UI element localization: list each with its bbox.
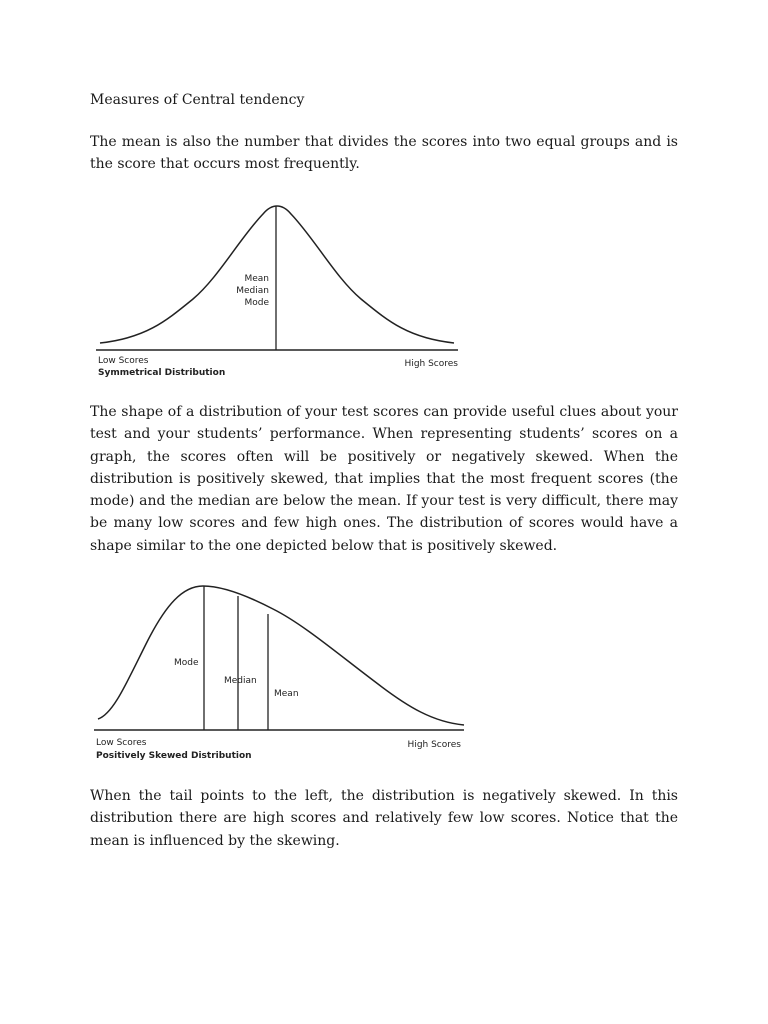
low-scores-label: Low Scores [96, 738, 147, 748]
mode-label: Mode [174, 658, 199, 668]
symmetrical-caption: Symmetrical Distribution [98, 368, 226, 378]
skewed-curve [98, 586, 464, 725]
mean-label: Mean [244, 274, 269, 284]
paragraph-mean-definition: The mean is also the number that divides the scores into two equal groups and is the score that occurs most frequently. [90, 134, 678, 173]
skewed-caption: Positively Skewed Distribution [96, 751, 252, 761]
symmetrical-distribution-figure [88, 196, 468, 386]
median-label: Median [236, 286, 269, 296]
document-heading: Measures of Central tendency [90, 92, 305, 108]
low-scores-label: Low Scores [98, 356, 149, 366]
high-scores-label: High Scores [407, 740, 461, 750]
mode-label: Mode [244, 298, 269, 308]
positively-skewed-distribution-figure [88, 574, 468, 764]
median-label: Median [224, 676, 257, 686]
high-scores-label: High Scores [404, 359, 458, 369]
paragraph-negative-skew: When the tail points to the left, the distribution is negatively skewed. In this distribution there are high scores and relatively few low scores. Notice that the mean is influenced by the skewing. [90, 788, 678, 849]
paragraph-skew-explanation: The shape of a distribution of your test scores can provide useful clues about your test and your students’ performance. When representing students’ scores on a graph, the scores often will be positively or negatively skewed. When the distribution is positively skewed, that implies that the most frequent scores (the mode) and the median are below the mean. If your test is very difficult, there may be many low scores and few high ones. The distribution of scores would have a shape similar to the one depicted below that is positively skewed. [90, 404, 678, 554]
symmetrical-curve [100, 206, 454, 343]
mean-label: Mean [274, 689, 299, 699]
